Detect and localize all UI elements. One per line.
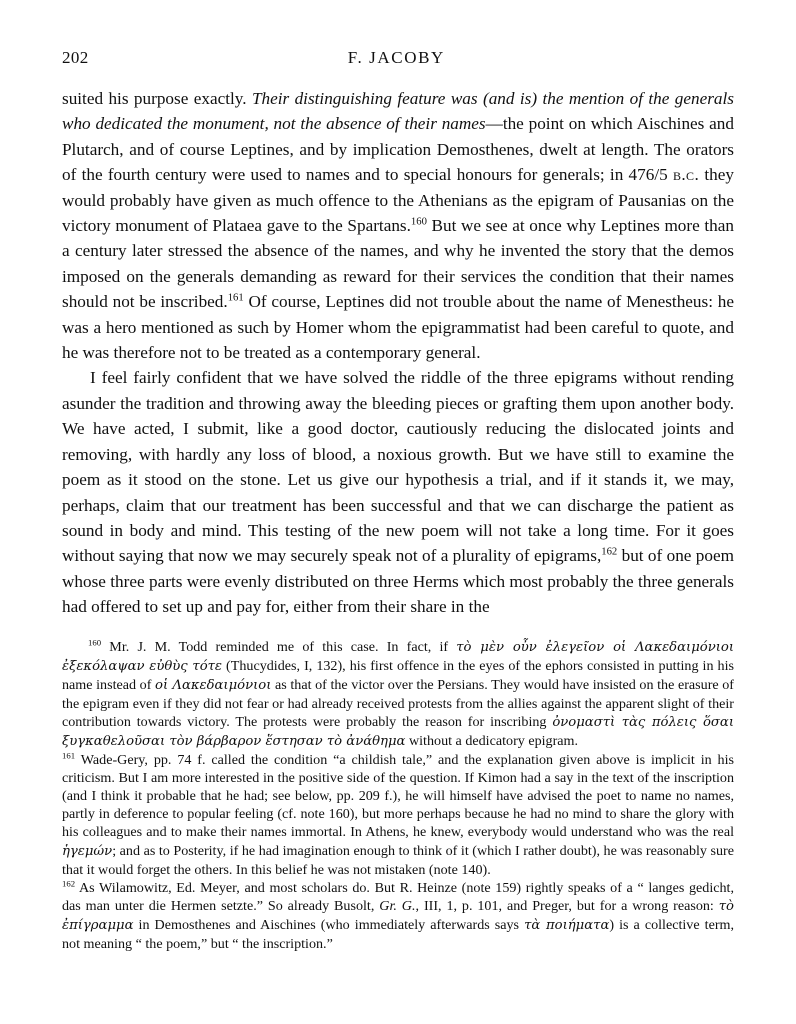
footnote: [62, 751, 734, 879]
small-caps-text: b.c.: [672, 165, 700, 185]
greek-text: οἱ Λακεδαιμόνιοι: [155, 677, 272, 693]
text-run: as that of the victor over the Persians. They would have insisted on the erasure of the epigram even if they did not fear or had already received protests from the allies against the apparent slight of their contribution towards victory. The protests were probably the reason for inscribing: [62, 676, 735, 730]
footnote: [62, 879, 734, 953]
footnote-marker: 162: [62, 878, 76, 889]
page-number: 202: [62, 48, 89, 67]
text-run: I feel fairly confident that we have solved the riddle of the three epigrams without rending asunder the tradition and throwing away the bleeding pieces or grafting them upon another body. We have acted, I submit, like a good doctor, cautiously reducing the dislocated joints and removing, with hardly any loss of blood, a noxious growth. But we have still to examine the poem as it stood on the stone. Let us give our hypothesis a trial, and if it stands it, we may, perhaps, claim that our treatment has been successful and that we can discharge the patient as sound in body and mind. This testing of the new poem will not take a long time. For it goes without saying that now we may securely speak not of a plurality of epigrams,: [62, 368, 734, 566]
emphasis-text: Their distinguishing feature was (and is) the mention of the generals who dedicated the monument, not the absence of their names: [62, 89, 734, 134]
body-paragraph: [62, 365, 734, 619]
text-run: —the point on which Aischines and Plutarch, and of course Leptines, and by implication Demosthenes, dwelt at length. The orators of the fourth century were used to names and to special honours for generals; in 476/5: [62, 114, 734, 185]
footnote: [62, 638, 734, 752]
text-run: Of course, Leptines did not trouble about the name of Menestheus: he was a hero mentioned as such by Homer whom the epigrammatist had been careful to quote, and he was therefore not to be treated as a contemporary general.: [62, 292, 734, 363]
footnote-marker: 161: [62, 750, 76, 761]
body-text: [62, 86, 734, 620]
running-head-title: F. JACOBY: [347, 48, 445, 67]
footnote-reference: 161: [227, 292, 244, 304]
running-head: [62, 48, 734, 70]
text-run: Wade-Gery, pp. 74 f. called the condition “a childish tale,” and the explanation given above is implicit in his criticism. But I am more interested in the positive side of the question. If Kimon had a say in the text of the inscription (and I think it probable that he had; see below, pp. 209 f.), he will himself have advised the poet to name no names, partly in deference to popular feeling (cf. note 160), but more perhaps because he had no mind to share the glory with his colleagues and to make their names immortal. In Athens, he knew, everybody would understand who was the real: [62, 752, 734, 841]
greek-text: τὸ μὲν οὖν ἐλεγεῖον οἱ Λακεδαιμόνιοι ἐξεκόλαψαν εὐθὺς τότε: [62, 639, 734, 674]
text-run: (Thucydides, I, 132), his first offence in the eyes of the ephors consisted in putting in his name instead of: [62, 657, 734, 693]
text-run: they would probably have given as much offence to the Athenians as the epigram of Pausanias on the victory monument of Plataea gave to the Spartans.: [62, 165, 734, 236]
text-run: Mr. J. M. Todd reminded me of this case. In fact, if: [109, 638, 457, 655]
greek-text: ἡγεμών: [62, 843, 113, 859]
text-run: without a dedicatory epigram.: [405, 733, 579, 749]
text-run: ) is a collective term, not meaning “ the poem,” but “ the inscription.”: [62, 916, 734, 953]
text-run: but of one poem whose three parts were evenly distributed on three Herms which most probably the three generals had offered to set up and pay for, either from their share in the: [62, 546, 734, 617]
text-run: , III, 1, p. 101, and Preger, but for a wrong reason:: [415, 897, 719, 914]
footnotes: [62, 638, 734, 954]
footnote-reference: 162: [601, 546, 618, 558]
text-run: suited his purpose exactly.: [62, 89, 252, 108]
text-run: But we see at once why Leptines more than a century later stressed the absence of the names, and why he invented the story that the demos imposed on the generals demanding as reward for their services the condition that their names should not be inscribed.: [62, 216, 734, 312]
text-run: ; and as to Posterity, if he had imagination enough to think of it (which I rather doubt), he was reasonably sure that it would forget the others. In this belief he was not mistaken (note 140).: [62, 842, 734, 878]
footnote-marker: 160: [88, 636, 102, 647]
text-run: in Demosthenes and Aischines (who immediately afterwards says: [133, 916, 525, 933]
body-paragraph: [62, 86, 734, 365]
greek-text: τὰ ποιήματα: [524, 917, 610, 933]
greek-text: ὀνομαστὶ τὰς πόλεις ὅσαι ξυγκαθελοῦσαι τὸν βάρβαρον ἕστησαν τὸ ἀνάθημα: [62, 714, 734, 749]
text-run: As Wilamowitz, Ed. Meyer, and most scholars do. But R. Heinze (note 159) rightly speaks of a “ langes gedicht, das man unter die Hermen setzte.” So already Busolt,: [62, 879, 734, 914]
emphasis-text: Gr. G.: [379, 897, 416, 914]
footnote-reference: 160: [410, 216, 427, 228]
greek-text: τὸ ἐπίγραμμα: [62, 898, 734, 933]
